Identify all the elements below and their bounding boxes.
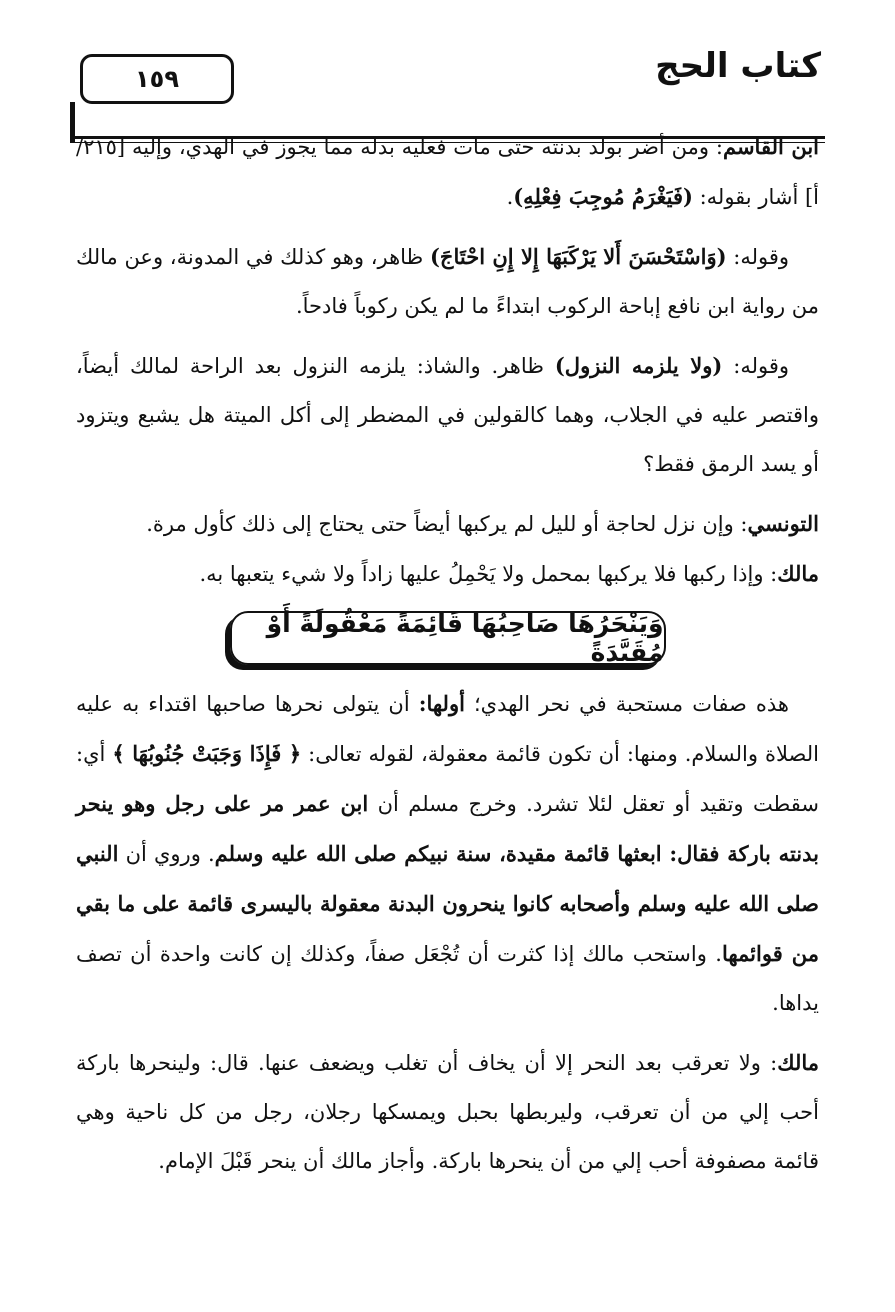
- quran-quote: ﴿ فَإِذَا وَجَبَتْ جُنُوبُهَا ﴾: [112, 741, 302, 766]
- speaker-name: التونسي: [747, 511, 819, 536]
- paragraph-text: . واستحب مالك إذا كثرت أن تُجْعَل صفاً، وكذلك إن كانت واحدة أن تصف يداها.: [76, 942, 819, 1015]
- paragraph-text: وقوله:: [722, 354, 790, 378]
- paragraph-text: أي: سقطت وتقيد أو تعقل لئلا تشرد. وخرج مسلم أن: [76, 742, 820, 816]
- page-body: [76, 122, 819, 1186]
- paragraph-5: [76, 549, 819, 599]
- matn-quote: (ولا يلزمه النزول): [554, 353, 723, 378]
- speaker-name: مالك: [777, 1050, 819, 1075]
- paragraph-2: [76, 232, 819, 331]
- matn-quote: (فَيَغْرَمُ مُوجِبَ فِعْلِهِ): [513, 184, 693, 209]
- matn-heading: وَيَنْحَرُهَا صَاحِبُهَا قَائِمَةً مَعْقُولَةً أَوْ مُقَيَّدَةً: [230, 611, 666, 665]
- paragraph-text: . وروي أن: [118, 842, 215, 866]
- paragraph-text: .: [506, 185, 514, 209]
- matn-quote: (وَاسْتَحْسَنَ أَلا يَرْكَبَهَا إِلا إِنِ احْتَاجَ): [429, 244, 727, 269]
- paragraph-text: ظاهر. والشاذ: يلزمه النزول بعد الراحة لمالك أيضاً، واقتصر عليه في الجلاب، وهما كالقولين في المضطر إلى أكل الميتة هل يشبع ويتزود أو يسد الرمق فقط؟: [76, 354, 819, 476]
- paragraph-4: [76, 499, 819, 549]
- paragraph-text: : ولا تعرقب بعد النحر إلا أن يخاف أن تغلب ويضعف عنها. قال: ولينحرها باركة أحب إلي من أن تعرقب، وليربطها بحبل ويمسكها رجلان، رجل من كل ناحية وهي قائمة مصفوفة أحب إلي من أن ينحرها باركة. وأجاز مالك أن ينحر قَبْلَ الإمام.: [76, 1051, 819, 1173]
- paragraph-text: هذه صفات مستحبة في نحر الهدي؛: [464, 692, 789, 716]
- paragraph-text: أن يتولى نحرها صاحبها اقتداء به عليه الصلاة والسلام. ومنها: أن تكون قائمة معقولة، لقوله تعالى:: [76, 692, 819, 766]
- page-number: ١٥٩: [80, 54, 234, 104]
- paragraph-1: [76, 122, 819, 222]
- paragraph-text: ظاهر، وهو كذلك في المدونة، وعن مالك من رواية ابن نافع إباحة الركوب ابتداءً ما لم يكن ركوباً فادحاً.: [76, 245, 819, 318]
- hadith-text: ابن عمر مر على رجل وهو ينحر بدنته باركة فقال: ابعثها قائمة مقيدة، سنة نبيكم صلى الله عليه وسلم: [76, 791, 819, 866]
- paragraph-6: [76, 679, 819, 1028]
- hadith-text: النبي صلى الله عليه وسلم وأصحابه كانوا ينحرون البدنة معقولة باليسرى قائمة على ما بقي من قوائمها: [76, 841, 819, 966]
- book-title: كتاب الحج: [655, 46, 821, 86]
- paragraph-text: : وإن نزل لحاجة أو لليل لم يركبها أيضاً حتى يحتاج إلى ذلك كأول مرة.: [146, 512, 748, 536]
- paragraph-text: وقوله:: [726, 245, 790, 269]
- paragraph-3: [76, 341, 819, 489]
- speaker-name: مالك: [777, 561, 819, 586]
- paragraph-text: : وإذا ركبها فلا يركبها بمحمل ولا يَحْمِلُ عليها زاداً ولا شيء يتعبها به.: [199, 562, 778, 586]
- paragraph-text: : ومن أضر بولد بدنته حتى مات فعليه بدله مما يجوز في الهدي، وإليه [٢١٥/ أ] أشار بقوله:: [76, 135, 819, 209]
- page-header: [70, 40, 825, 102]
- bold-text: أولها:: [418, 691, 465, 716]
- speaker-name: ابن القاسم: [722, 134, 819, 159]
- paragraph-7: [76, 1038, 819, 1186]
